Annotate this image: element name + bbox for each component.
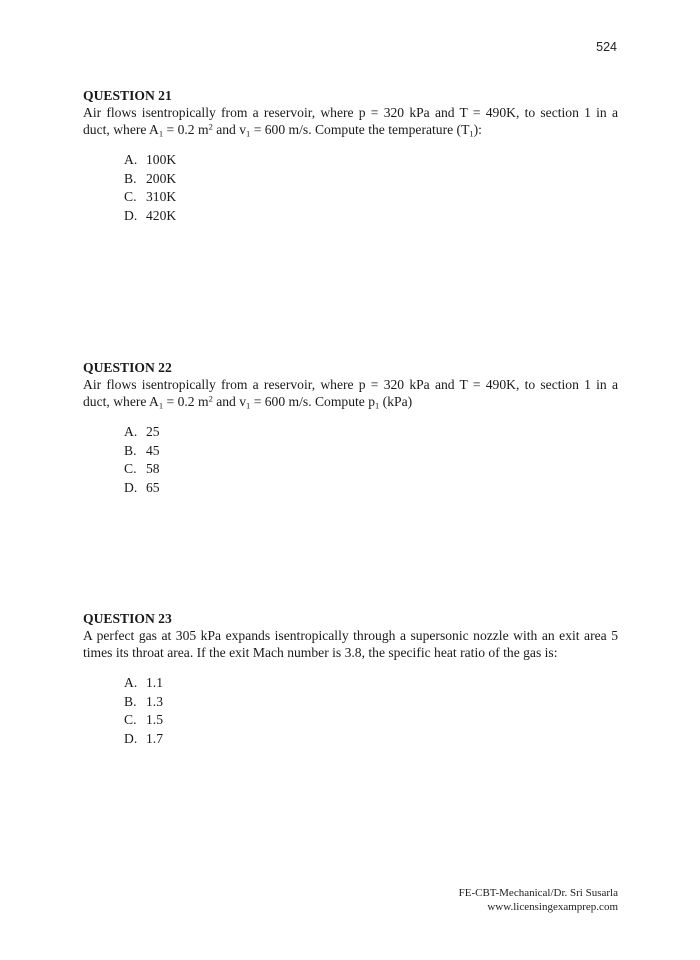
question-text-line: Air flows isentropically from a reservoir, where p = 320 kPa and T = 490K, to section 1 in a [83, 377, 618, 392]
question-text-line: times its throat area. If the exit Mach number is 3.8, the specific heat ratio of the gas is: [83, 645, 558, 660]
footer-url: www.licensingexamprep.com [487, 900, 618, 913]
question-block-22 [83, 359, 618, 497]
question-text-line: duct, where $A_1 = 0.2$ $m^2$ and $v_1 = 600$ m/s. Compute $p_1$ (kPa) [83, 393, 413, 411]
page-footer [459, 887, 618, 914]
option-a [124, 423, 618, 442]
footer-author: FE-CBT-Mechanical/Dr. Sri Susarla [458, 887, 618, 899]
option-text: 1.5 [146, 712, 163, 728]
option-letter: B. [124, 693, 137, 709]
page-number: 524 [596, 40, 617, 54]
option-letter: B. [124, 442, 137, 458]
option-b [124, 693, 618, 712]
option-text: 58 [146, 461, 160, 477]
option-letter: A. [124, 424, 138, 439]
option-letter: D. [124, 479, 138, 495]
question-text-line: A perfect gas at 305 kPa expands isentropically through a supersonic nozzle with an exit area 5 [83, 628, 618, 643]
question-header: QUESTION 23 [83, 611, 172, 626]
question-header: QUESTION 22 [83, 360, 172, 375]
option-d [124, 479, 618, 498]
option-d [124, 207, 618, 226]
option-text: 420K [146, 207, 177, 223]
option-d [124, 730, 618, 749]
option-b [124, 442, 618, 461]
option-letter: C. [124, 461, 137, 477]
options-list [83, 674, 618, 748]
option-letter: D. [124, 730, 138, 746]
option-text: 310K [146, 189, 177, 205]
option-letter: C. [124, 712, 137, 728]
option-a [124, 151, 618, 170]
option-text: 1.1 [146, 675, 163, 690]
option-text: 100K [146, 152, 177, 167]
option-c [124, 460, 618, 479]
option-letter: B. [124, 170, 137, 186]
question-text-line: Air flows isentropically from a reservoir, where p = 320 kPa and T = 490K, to section 1 in a [83, 105, 618, 120]
question-header: QUESTION 21 [83, 88, 172, 103]
option-text: 25 [146, 424, 160, 439]
option-a [124, 674, 618, 693]
option-c [124, 188, 618, 207]
options-list [83, 423, 618, 497]
option-text: 200K [146, 170, 177, 186]
option-letter: C. [124, 189, 137, 205]
option-text: 65 [146, 479, 160, 495]
question-block-21 [83, 87, 618, 225]
question-block-23 [83, 610, 618, 748]
option-letter: D. [124, 207, 138, 223]
options-list [83, 151, 618, 225]
option-c [124, 711, 618, 730]
option-text: 1.7 [146, 730, 163, 746]
option-text: 1.3 [146, 693, 163, 709]
option-letter: A. [124, 675, 138, 690]
option-text: 45 [146, 442, 160, 458]
option-b [124, 170, 618, 189]
option-letter: A. [124, 152, 138, 167]
question-text-line: duct, where $A_1 = 0.2$ $m^2$ and $v_1 = 600$ m/s. Compute the temperature $(T_1)$: [83, 121, 482, 139]
